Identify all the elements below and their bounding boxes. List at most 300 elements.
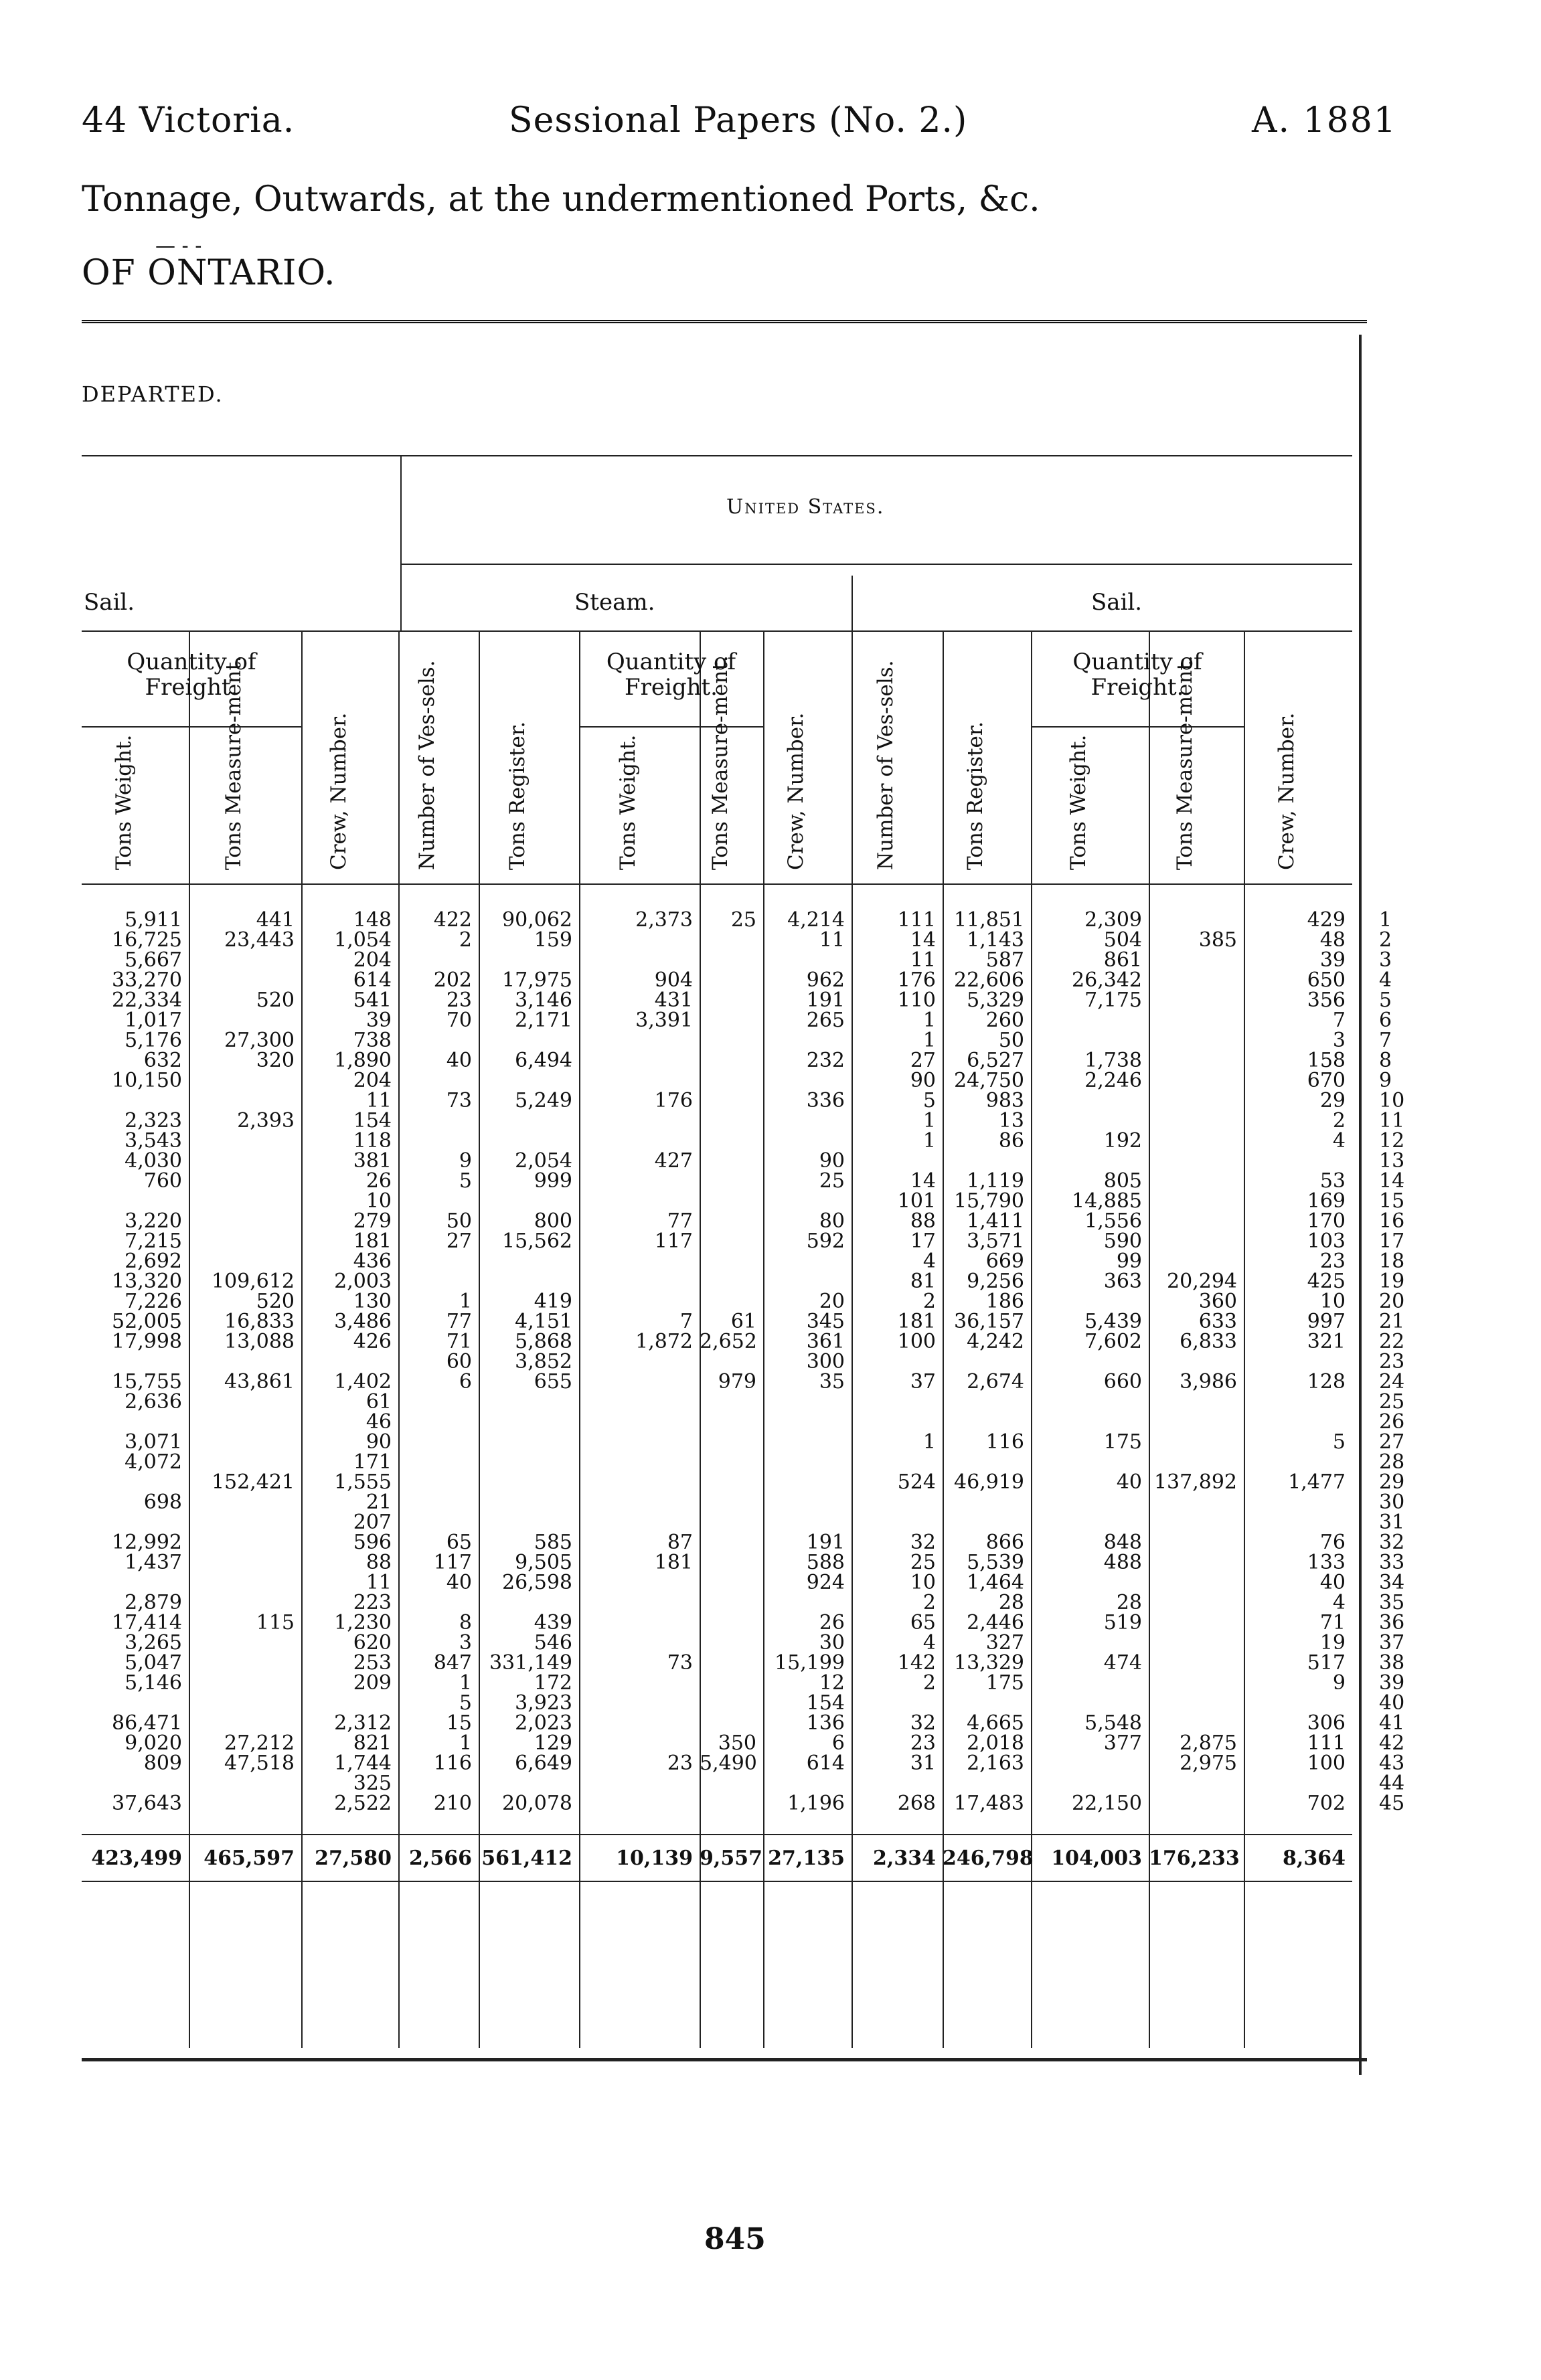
table-cell: 31 bbox=[910, 1752, 936, 1775]
table-cell: 73 bbox=[446, 1089, 472, 1112]
table-cell: 25 bbox=[910, 1551, 936, 1574]
table-cell: 158 bbox=[1307, 1049, 1346, 1072]
table-cell: 300 bbox=[806, 1350, 845, 1373]
table-cell: 48 bbox=[1319, 928, 1346, 952]
table-cell: 1,738 bbox=[1084, 1049, 1142, 1072]
table-cell: 517 bbox=[1307, 1651, 1346, 1675]
table-cell: 13,329 bbox=[954, 1651, 1024, 1675]
row-number: 31 bbox=[1379, 1511, 1405, 1534]
table-cell: 77 bbox=[667, 1209, 693, 1233]
united-states-heading: United States. bbox=[726, 495, 885, 519]
row-number: 36 bbox=[1379, 1611, 1405, 1634]
table-cell: 90 bbox=[910, 1069, 936, 1092]
table-cell: 4 bbox=[1332, 1129, 1346, 1153]
row-number: 25 bbox=[1379, 1390, 1405, 1414]
table-cell: 2,522 bbox=[334, 1792, 392, 1815]
table-cell: 46 bbox=[366, 1410, 392, 1434]
row-number: 38 bbox=[1379, 1651, 1405, 1675]
table-cell: 43,861 bbox=[224, 1370, 295, 1393]
row-number: 18 bbox=[1379, 1250, 1405, 1273]
table-cell: 2 bbox=[459, 928, 472, 952]
table-cell: 3,486 bbox=[334, 1310, 392, 1333]
table-cell: 419 bbox=[534, 1290, 572, 1313]
table-cell: 5 bbox=[922, 1089, 936, 1112]
table-cell: 11 bbox=[366, 1089, 392, 1112]
table-cell: 5 bbox=[1332, 1430, 1346, 1454]
table-cell: 1,744 bbox=[334, 1752, 392, 1775]
table-cell: 904 bbox=[654, 968, 693, 992]
table-cell: 111 bbox=[1307, 1731, 1346, 1755]
row-number: 22 bbox=[1379, 1330, 1405, 1353]
table-cell: 53 bbox=[1319, 1169, 1346, 1193]
table-cell: 17,414 bbox=[112, 1611, 182, 1634]
rule-above-totals bbox=[82, 1834, 1352, 1835]
table-cell: 14 bbox=[910, 928, 936, 952]
table-cell: 866 bbox=[985, 1531, 1024, 1554]
table-cell: 546 bbox=[534, 1631, 572, 1654]
row-number: 5 bbox=[1379, 989, 1392, 1012]
table-cell: 9 bbox=[459, 1149, 472, 1173]
table-cell: 115 bbox=[256, 1611, 295, 1634]
table-cell: 87 bbox=[667, 1531, 693, 1554]
table-cell: 25 bbox=[819, 1169, 845, 1193]
table-cell: 86,471 bbox=[112, 1711, 182, 1735]
table-cell: 1 bbox=[922, 1109, 936, 1132]
table-cell: 27 bbox=[910, 1049, 936, 1072]
table-cell: 176 bbox=[654, 1089, 693, 1112]
table-cell: 345 bbox=[806, 1310, 845, 1333]
table-cell: 15 bbox=[446, 1711, 472, 1735]
table-cell: 171 bbox=[353, 1450, 392, 1474]
table-cell: 16,725 bbox=[112, 928, 182, 952]
table-cell: 425 bbox=[1307, 1270, 1346, 1293]
row-number: 10 bbox=[1379, 1089, 1405, 1112]
table-cell: 136 bbox=[806, 1711, 845, 1735]
table-cell: 36,157 bbox=[954, 1310, 1024, 1333]
title-dash: — - - bbox=[155, 234, 202, 258]
table-cell: 488 bbox=[1103, 1551, 1142, 1574]
table-cell: 2,323 bbox=[125, 1109, 182, 1132]
table-cell: 385 bbox=[1198, 928, 1237, 952]
table-cell: 99 bbox=[1116, 1250, 1142, 1273]
rule-below-us bbox=[400, 564, 1352, 565]
table-cell: 27,212 bbox=[224, 1731, 295, 1755]
table-cell: 5,667 bbox=[125, 948, 182, 972]
table-cell: 154 bbox=[353, 1109, 392, 1132]
row-number: 34 bbox=[1379, 1571, 1405, 1594]
table-cell: 800 bbox=[534, 1209, 572, 1233]
table-cell: 5,329 bbox=[967, 989, 1024, 1012]
table-cell: 265 bbox=[806, 1009, 845, 1032]
table-cell: 207 bbox=[353, 1511, 392, 1534]
table-cell: 159 bbox=[534, 928, 572, 952]
table-cell: 5,176 bbox=[125, 1029, 182, 1052]
table-cell: 7,175 bbox=[1084, 989, 1142, 1012]
total-cell: 465,597 bbox=[204, 1847, 295, 1870]
table-cell: 109,612 bbox=[211, 1270, 295, 1293]
table-cell: 3,220 bbox=[125, 1209, 182, 1233]
table-cell: 204 bbox=[353, 948, 392, 972]
us-left-rule bbox=[400, 455, 402, 630]
table-cell: 821 bbox=[353, 1731, 392, 1755]
table-cell: 5 bbox=[459, 1691, 472, 1715]
table-cell: 592 bbox=[806, 1229, 845, 1253]
table-cell: 32 bbox=[910, 1711, 936, 1735]
table-cell: 268 bbox=[897, 1792, 936, 1815]
table-cell: 3,986 bbox=[1180, 1370, 1237, 1393]
header-tons-weight-0: Tons Weight. bbox=[112, 734, 136, 870]
section-sail-left: Sail. bbox=[84, 589, 135, 616]
table-cell: 331,149 bbox=[489, 1651, 572, 1675]
table-cell: 3,146 bbox=[515, 989, 572, 1012]
table-cell: 30 bbox=[819, 1631, 845, 1654]
table-cell: 436 bbox=[353, 1250, 392, 1273]
table-cell: 152,421 bbox=[211, 1470, 295, 1494]
row-number: 41 bbox=[1379, 1711, 1405, 1735]
table-cell: 5,548 bbox=[1084, 1711, 1142, 1735]
table-cell: 320 bbox=[256, 1049, 295, 1072]
table-cell: 3,852 bbox=[515, 1350, 572, 1373]
table-cell: 431 bbox=[654, 989, 693, 1012]
header-tons-measurement-6: Tons Measure-ment. bbox=[708, 655, 732, 870]
table-cell: 660 bbox=[1103, 1370, 1142, 1393]
table-cell: 13,088 bbox=[224, 1330, 295, 1353]
table-cell: 1 bbox=[922, 1009, 936, 1032]
table-cell: 760 bbox=[143, 1169, 182, 1193]
row-number: 12 bbox=[1379, 1129, 1405, 1153]
table-cell: 40 bbox=[1116, 1470, 1142, 1494]
table-cell: 3,265 bbox=[125, 1631, 182, 1654]
table-cell: 17,975 bbox=[502, 968, 572, 992]
table-cell: 702 bbox=[1307, 1792, 1346, 1815]
table-cell: 88 bbox=[910, 1209, 936, 1233]
table-cell: 1,054 bbox=[334, 928, 392, 952]
table-cell: 6,833 bbox=[1180, 1330, 1237, 1353]
table-cell: 29 bbox=[1319, 1089, 1346, 1112]
row-number: 27 bbox=[1379, 1430, 1405, 1454]
table-cell: 1 bbox=[459, 1731, 472, 1755]
table-cell: 118 bbox=[353, 1129, 392, 1153]
table-cell: 9,256 bbox=[967, 1270, 1024, 1293]
table-cell: 17,483 bbox=[954, 1792, 1024, 1815]
table-cell: 6,649 bbox=[515, 1752, 572, 1775]
table-cell: 2 bbox=[922, 1591, 936, 1614]
table-cell: 997 bbox=[1307, 1310, 1346, 1333]
table-cell: 24,750 bbox=[954, 1069, 1024, 1092]
table-cell: 1,464 bbox=[967, 1571, 1024, 1594]
table-cell: 848 bbox=[1103, 1531, 1142, 1554]
table-cell: 4,072 bbox=[125, 1450, 182, 1474]
table-cell: 441 bbox=[256, 908, 295, 932]
header-tons-register-4: Tons Register. bbox=[505, 721, 530, 870]
row-number: 9 bbox=[1379, 1069, 1392, 1092]
table-cell: 2,393 bbox=[237, 1109, 295, 1132]
row-number: 33 bbox=[1379, 1551, 1405, 1574]
table-cell: 1 bbox=[459, 1290, 472, 1313]
table-cell: 191 bbox=[806, 1531, 845, 1554]
table-cell: 133 bbox=[1307, 1551, 1346, 1574]
table-cell: 35 bbox=[819, 1370, 845, 1393]
total-cell: 423,499 bbox=[91, 1847, 182, 1870]
table-cell: 377 bbox=[1103, 1731, 1142, 1755]
table-cell: 632 bbox=[143, 1049, 182, 1072]
table-cell: 381 bbox=[353, 1149, 392, 1173]
row-number: 13 bbox=[1379, 1149, 1405, 1173]
table-cell: 23 bbox=[446, 989, 472, 1012]
table-cell: 7,602 bbox=[1084, 1330, 1142, 1353]
table-cell: 14 bbox=[910, 1169, 936, 1193]
page-subtitle: OF ONTARIO. bbox=[82, 253, 336, 293]
table-cell: 4,214 bbox=[787, 908, 845, 932]
row-number: 7 bbox=[1379, 1029, 1392, 1052]
table-cell: 633 bbox=[1198, 1310, 1237, 1333]
table-cell: 191 bbox=[806, 989, 845, 1012]
table-cell: 172 bbox=[534, 1671, 572, 1695]
table-cell: 2,373 bbox=[635, 908, 693, 932]
table-cell: 23 bbox=[910, 1731, 936, 1755]
table-cell: 137,892 bbox=[1153, 1470, 1237, 1494]
header-right: A. 1881 bbox=[1252, 100, 1397, 141]
table-cell: 327 bbox=[985, 1631, 1024, 1654]
table-cell: 28 bbox=[998, 1591, 1024, 1614]
table-cell: 23,443 bbox=[224, 928, 295, 952]
table-cell: 588 bbox=[806, 1551, 845, 1574]
table-cell: 614 bbox=[806, 1752, 845, 1775]
table-cell: 4 bbox=[922, 1631, 936, 1654]
table-cell: 350 bbox=[718, 1731, 756, 1755]
departed-label: DEPARTED. bbox=[82, 381, 224, 407]
table-cell: 2,246 bbox=[1084, 1069, 1142, 1092]
table-cell: 46,919 bbox=[954, 1470, 1024, 1494]
table-cell: 2,054 bbox=[515, 1149, 572, 1173]
table-cell: 73 bbox=[667, 1651, 693, 1675]
table-cell: 426 bbox=[353, 1330, 392, 1353]
table-cell: 962 bbox=[806, 968, 845, 992]
table-cell: 260 bbox=[985, 1009, 1024, 1032]
table-cell: 130 bbox=[353, 1290, 392, 1313]
table-cell: 10,150 bbox=[112, 1069, 182, 1092]
table-cell: 116 bbox=[985, 1430, 1024, 1454]
table-cell: 2 bbox=[1332, 1109, 1346, 1132]
row-number: 17 bbox=[1379, 1229, 1405, 1253]
table-cell: 363 bbox=[1103, 1270, 1142, 1293]
table-cell: 614 bbox=[353, 968, 392, 992]
table-cell: 541 bbox=[353, 989, 392, 1012]
table-cell: 26 bbox=[819, 1611, 845, 1634]
table-cell: 5,539 bbox=[967, 1551, 1024, 1574]
table-cell: 10 bbox=[366, 1189, 392, 1213]
table-cell: 2,312 bbox=[334, 1711, 392, 1735]
table-cell: 924 bbox=[806, 1571, 845, 1594]
table-cell: 232 bbox=[806, 1049, 845, 1072]
table-cell: 698 bbox=[143, 1491, 182, 1514]
table-cell: 111 bbox=[897, 908, 936, 932]
table-cell: 1 bbox=[922, 1430, 936, 1454]
table-cell: 809 bbox=[143, 1752, 182, 1775]
table-right-border bbox=[1359, 335, 1362, 2075]
row-number: 2 bbox=[1379, 928, 1392, 952]
table-cell: 100 bbox=[1307, 1752, 1346, 1775]
table-cell: 2,003 bbox=[334, 1270, 392, 1293]
table-cell: 90 bbox=[366, 1430, 392, 1454]
row-number: 24 bbox=[1379, 1370, 1405, 1393]
table-cell: 3,543 bbox=[125, 1129, 182, 1153]
table-cell: 204 bbox=[353, 1069, 392, 1092]
table-cell: 670 bbox=[1307, 1069, 1346, 1092]
table-cell: 2,309 bbox=[1084, 908, 1142, 932]
table-cell: 192 bbox=[1103, 1129, 1142, 1153]
freight-rule-1 bbox=[579, 726, 763, 728]
table-cell: 65 bbox=[910, 1611, 936, 1634]
table-cell: 20,294 bbox=[1167, 1270, 1237, 1293]
table-cell: 17 bbox=[910, 1229, 936, 1253]
table-cell: 4,665 bbox=[967, 1711, 1024, 1735]
table-cell: 11,851 bbox=[954, 908, 1024, 932]
header-tons-measurement-11: Tons Measure-ment. bbox=[1173, 655, 1197, 870]
table-cell: 86 bbox=[998, 1129, 1024, 1153]
table-cell: 360 bbox=[1198, 1290, 1237, 1313]
table-cell: 17,998 bbox=[112, 1330, 182, 1353]
table-cell: 27 bbox=[446, 1229, 472, 1253]
row-number: 42 bbox=[1379, 1731, 1405, 1755]
row-number: 32 bbox=[1379, 1531, 1405, 1554]
table-cell: 25 bbox=[730, 908, 756, 932]
table-cell: 429 bbox=[1307, 908, 1346, 932]
row-number: 3 bbox=[1379, 948, 1392, 972]
table-cell: 1,872 bbox=[635, 1330, 693, 1353]
freight-rule-2 bbox=[1031, 726, 1244, 728]
table-cell: 70 bbox=[446, 1009, 472, 1032]
table-cell: 209 bbox=[353, 1671, 392, 1695]
row-number: 14 bbox=[1379, 1169, 1405, 1193]
table-cell: 983 bbox=[985, 1089, 1024, 1112]
table-cell: 8 bbox=[459, 1611, 472, 1634]
table-cell: 175 bbox=[1103, 1430, 1142, 1454]
table-cell: 6 bbox=[831, 1731, 845, 1755]
row-number: 35 bbox=[1379, 1591, 1405, 1614]
header-crew-number-7: Crew, Number. bbox=[784, 712, 808, 870]
table-cell: 23 bbox=[1319, 1250, 1346, 1273]
table-cell: 9 bbox=[1332, 1671, 1346, 1695]
table-cell: 3,571 bbox=[967, 1229, 1024, 1253]
row-number: 39 bbox=[1379, 1671, 1405, 1695]
table-cell: 128 bbox=[1307, 1370, 1346, 1393]
table-cell: 9,505 bbox=[515, 1551, 572, 1574]
table-cell: 361 bbox=[806, 1330, 845, 1353]
sail-right-left-rule bbox=[851, 576, 853, 630]
row-number: 11 bbox=[1379, 1109, 1405, 1132]
table-cell: 999 bbox=[534, 1169, 572, 1193]
rule-below-headers bbox=[82, 883, 1352, 885]
table-cell: 504 bbox=[1103, 928, 1142, 952]
table-cell: 100 bbox=[897, 1330, 936, 1353]
table-cell: 1,196 bbox=[787, 1792, 845, 1815]
row-number: 29 bbox=[1379, 1470, 1405, 1494]
header-tons-measurement-1: Tons Measure-ment. bbox=[222, 655, 246, 870]
table-cell: 2,875 bbox=[1180, 1731, 1237, 1755]
table-cell: 279 bbox=[353, 1209, 392, 1233]
table-cell: 20 bbox=[819, 1290, 845, 1313]
table-cell: 1,437 bbox=[125, 1551, 182, 1574]
table-cell: 81 bbox=[910, 1270, 936, 1293]
table-cell: 474 bbox=[1103, 1651, 1142, 1675]
table-cell: 50 bbox=[446, 1209, 472, 1233]
table-cell: 61 bbox=[730, 1310, 756, 1333]
table-cell: 61 bbox=[366, 1390, 392, 1414]
table-cell: 3,071 bbox=[125, 1430, 182, 1454]
total-cell: 8,364 bbox=[1283, 1847, 1346, 1870]
table-cell: 22,334 bbox=[112, 989, 182, 1012]
table-cell: 11 bbox=[910, 948, 936, 972]
table-cell: 587 bbox=[985, 948, 1024, 972]
row-number: 44 bbox=[1379, 1772, 1405, 1795]
total-cell: 176,233 bbox=[1149, 1847, 1240, 1870]
quantity-of-freight-header-0: Quantity of Freight. bbox=[127, 649, 256, 701]
total-cell: 27,135 bbox=[768, 1847, 845, 1870]
table-cell: 336 bbox=[806, 1089, 845, 1112]
header-number-of-vessels-8: Number of Ves-sels. bbox=[874, 660, 898, 870]
table-cell: 5 bbox=[459, 1169, 472, 1193]
table-cell: 7,226 bbox=[125, 1290, 182, 1313]
table-cell: 2,652 bbox=[700, 1330, 757, 1353]
table-cell: 11 bbox=[366, 1571, 392, 1594]
table-cell: 12,992 bbox=[112, 1531, 182, 1554]
table-cell: 805 bbox=[1103, 1169, 1142, 1193]
table-cell: 88 bbox=[366, 1551, 392, 1574]
table-cell: 117 bbox=[433, 1551, 472, 1574]
table-cell: 1,143 bbox=[967, 928, 1024, 952]
rule-below-sections bbox=[82, 630, 1352, 632]
table-cell: 847 bbox=[433, 1651, 472, 1675]
row-number: 40 bbox=[1379, 1691, 1405, 1715]
row-number: 21 bbox=[1379, 1310, 1405, 1333]
table-cell: 1,017 bbox=[125, 1009, 182, 1032]
header-tons-weight-5: Tons Weight. bbox=[616, 734, 640, 870]
table-cell: 175 bbox=[985, 1671, 1024, 1695]
table-cell: 40 bbox=[446, 1049, 472, 1072]
table-cell: 40 bbox=[446, 1571, 472, 1594]
table-cell: 2,171 bbox=[515, 1009, 572, 1032]
table-cell: 585 bbox=[534, 1531, 572, 1554]
table-cell: 2,446 bbox=[967, 1611, 1024, 1634]
table-cell: 33,270 bbox=[112, 968, 182, 992]
table-cell: 12 bbox=[819, 1671, 845, 1695]
rule-above-us bbox=[82, 455, 1352, 456]
table-cell: 148 bbox=[353, 908, 392, 932]
table-cell: 6,494 bbox=[515, 1049, 572, 1072]
table-cell: 40 bbox=[1319, 1571, 1346, 1594]
table-cell: 1,556 bbox=[1084, 1209, 1142, 1233]
total-cell: 2,334 bbox=[873, 1847, 936, 1870]
table-cell: 32 bbox=[910, 1531, 936, 1554]
table-cell: 10 bbox=[910, 1571, 936, 1594]
table-cell: 76 bbox=[1319, 1531, 1346, 1554]
row-number: 37 bbox=[1379, 1631, 1405, 1654]
row-number: 26 bbox=[1379, 1410, 1405, 1434]
table-cell: 16,833 bbox=[224, 1310, 295, 1333]
table-cell: 117 bbox=[654, 1229, 693, 1253]
table-cell: 37,643 bbox=[112, 1792, 182, 1815]
table-cell: 77 bbox=[446, 1310, 472, 1333]
table-cell: 22,606 bbox=[954, 968, 1024, 992]
row-number: 6 bbox=[1379, 1009, 1392, 1032]
table-cell: 2,163 bbox=[967, 1752, 1024, 1775]
table-cell: 169 bbox=[1307, 1189, 1346, 1213]
table-cell: 1,477 bbox=[1288, 1470, 1346, 1494]
table-cell: 110 bbox=[897, 989, 936, 1012]
table-cell: 71 bbox=[1319, 1611, 1346, 1634]
table-cell: 2,023 bbox=[515, 1711, 572, 1735]
